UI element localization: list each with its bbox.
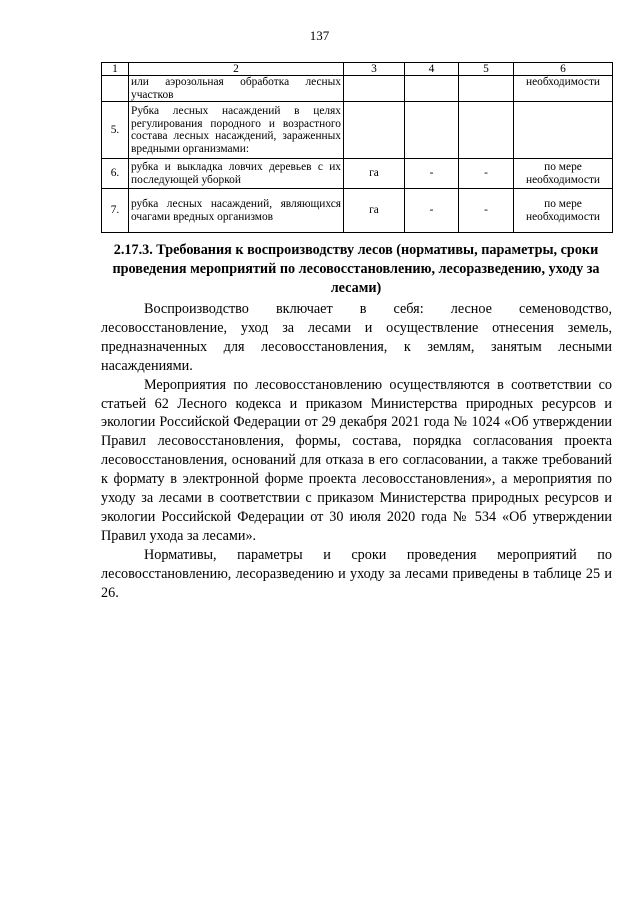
- row-number-cell: [102, 76, 129, 102]
- row-number-cell: 5.: [102, 102, 129, 159]
- note-cell: необходимости: [514, 76, 613, 102]
- column-number-header: 6: [514, 63, 613, 76]
- row-number-cell: 7.: [102, 189, 129, 233]
- column-number-header: 5: [459, 63, 514, 76]
- body-text: [101, 300, 612, 603]
- paragraph: Воспроизводство включает в себя: лесное семеноводство, лесовосстановление, уход за лесами и осуществление отнесения земель, предназначенных для лесовосстановления, к землям, занятым лесными насаждениями.: [101, 301, 612, 374]
- work-type-cell: Рубка лесных насаждений в целях регулирования породного и возрастного состава лесных насаждений, зараженных вредными организмами:: [129, 102, 344, 159]
- note-cell: по мере необходимости: [514, 159, 613, 189]
- column-number-header: 1: [102, 63, 129, 76]
- table-row: [102, 102, 613, 159]
- value-cell: [405, 102, 459, 159]
- unit-cell: [344, 76, 405, 102]
- page-number: 137: [309, 28, 330, 43]
- table-row: [102, 189, 613, 233]
- value-cell: -: [459, 189, 514, 233]
- work-type-cell: рубка лесных насаждений, являющихся очагами вредных организмов: [129, 189, 344, 233]
- value-cell: [405, 76, 459, 102]
- table-header-row: [102, 63, 613, 76]
- note-cell: [514, 102, 613, 159]
- column-number-header: 2: [129, 63, 344, 76]
- note-cell: по мере необходимости: [514, 189, 613, 233]
- unit-cell: [344, 102, 405, 159]
- value-cell: [459, 102, 514, 159]
- column-number-header: 4: [405, 63, 459, 76]
- paragraph: Мероприятия по лесовосстановлению осуществляются в соответствии со статьей 62 Лесного кодекса и приказом Министерства природных ресурсов и экологии Российской Федерации от 29 декабря 2021 года № 1024 «Об утверждении Правил лесовосстановления, формы, состава, порядка согласования проекта лесовосстановления, оснований для отказа в его согласовании, а также требований к формату в электронной форме проекта лесовосстановления», а мероприятия по уходу за лесами в соответствии с приказом Министерства природных ресурсов и экологии Российской Федерации от 30 июля 2020 года № 534 «Об утверждении Правил ухода за лесами».: [101, 376, 612, 544]
- measures-table: [101, 62, 613, 233]
- section-heading: 2.17.3. Требования к воспроизводству лесов (нормативы, параметры, сроки проведения мероприятий по лесовосстановлению, лесоразведению, уходу за лесами): [112, 242, 600, 296]
- table-row: [102, 76, 613, 102]
- work-type-cell: или аэрозольная обработка лесных участков: [129, 76, 344, 102]
- work-type-cell: рубка и выкладка ловчих деревьев с их последующей уборкой: [129, 159, 344, 189]
- unit-cell: га: [344, 159, 405, 189]
- value-cell: -: [405, 159, 459, 189]
- paragraph: Нормативы, параметры и сроки проведения мероприятий по лесовосстановлению, лесоразведению и уходу за лесами приведены в таблице 25 и 26.: [101, 546, 612, 601]
- value-cell: -: [459, 159, 514, 189]
- row-number-cell: 6.: [102, 159, 129, 189]
- column-number-header: 3: [344, 63, 405, 76]
- value-cell: [459, 76, 514, 102]
- table-row: [102, 159, 613, 189]
- unit-cell: га: [344, 189, 405, 233]
- value-cell: -: [405, 189, 459, 233]
